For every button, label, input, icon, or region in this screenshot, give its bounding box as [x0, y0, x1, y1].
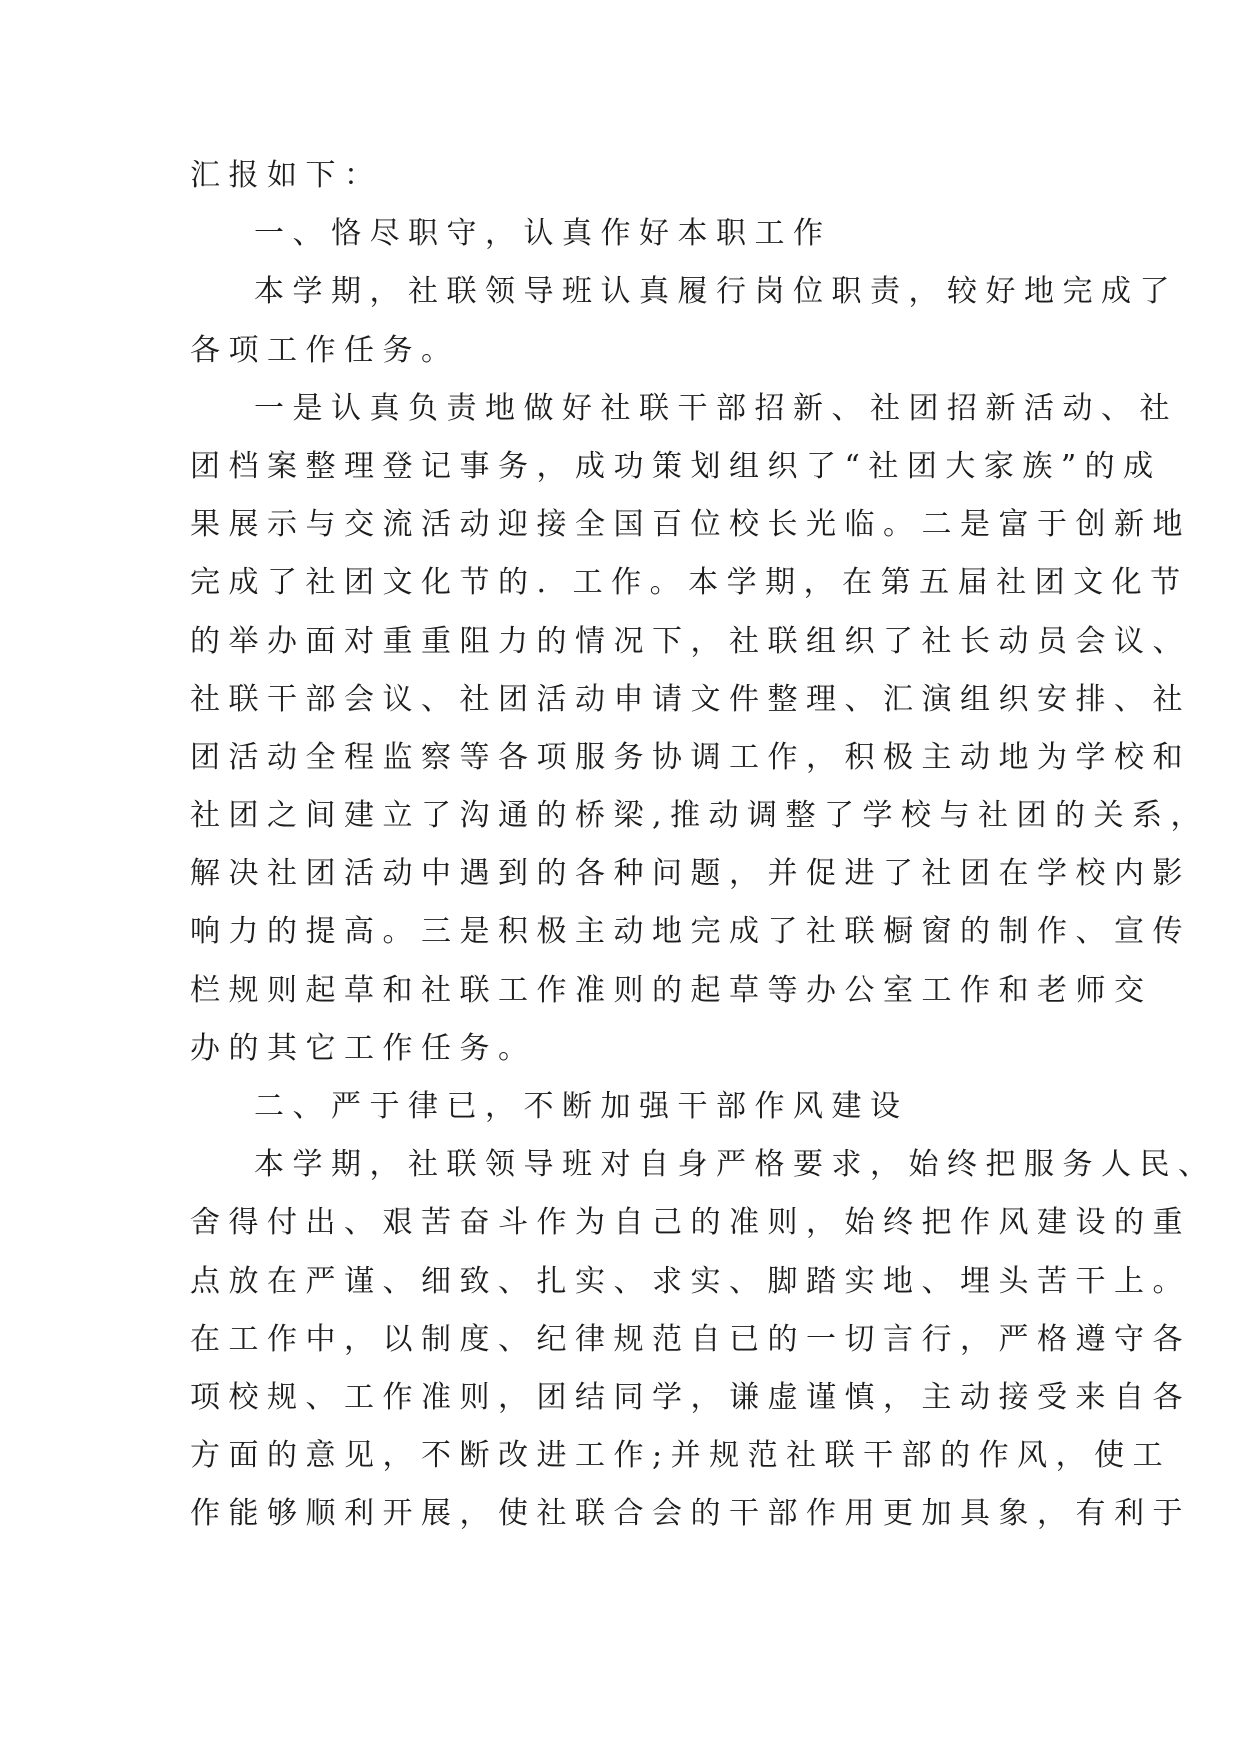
section-heading: 一、恪尽职守，认真作好本职工作 — [254, 216, 832, 252]
text-line: 汇报如下： — [190, 158, 383, 193]
text-line: 团活动全程监察等各项服务协调工作，积极主动地为学校和 — [190, 739, 1191, 775]
text-line: 作能够顺利开展，使社联合会的干部作用更加具象，有利于 — [190, 1496, 1191, 1532]
text-line: 的举办面对重重阻力的情况下，社联组织了社长动员会议、 — [190, 623, 1191, 659]
text-line: 一是认真负责地做好社联干部招新、社团招新活动、社 — [254, 390, 1178, 426]
text-line: 办的其它工作任务。 — [190, 1030, 537, 1066]
text-line: 项校规、工作准则，团结同学，谦虚谨慎，主动接受来自各 — [190, 1379, 1191, 1415]
section-heading: 二、严于律已，不断加强干部作风建设 — [254, 1089, 909, 1124]
document-body — [190, 147, 1217, 1544]
text-line: 在工作中，以制度、纪律规范自已的一切言行，严格遵守各 — [190, 1321, 1191, 1357]
text-line: 解决社团活动中遇到的各种问题，并促进了社团在学校内影 — [190, 856, 1191, 892]
text-line: 本学期，社联领导班认真履行岗位职责，较好地完成了 — [254, 274, 1178, 310]
text-line: 点放在严谨、细致、扎实、求实、脚踏实地、埋头苦干上。 — [190, 1263, 1191, 1299]
text-line: 社团之间建立了沟通的桥梁,推动调整了学校与社团的关系， — [190, 798, 1210, 834]
text-line: 响力的提高。三是积极主动地完成了社联橱窗的制作、宣传 — [190, 914, 1191, 950]
text-line: 团档案整理登记事务，成功策划组织了“社团大家族”的成 — [190, 448, 1162, 484]
text-line: 方面的意见，不断改进工作;并规范社联干部的作风，使工 — [190, 1438, 1172, 1474]
text-line: 完成了社团文化节的. 工作。本学期，在第五届社团文化节 — [190, 565, 1189, 601]
text-line: 各项工作任务。 — [190, 332, 460, 368]
text-line: 社联干部会议、社团活动申请文件整理、汇演组织安排、社 — [190, 681, 1191, 717]
text-line: 果展示与交流活动迎接全国百位校长光临。二是富于创新地 — [190, 507, 1191, 543]
text-line: 本学期，社联领导班对自身严格要求，始终把服务人民、 — [254, 1147, 1217, 1183]
text-line: 栏规则起草和社联工作准则的起草等办公室工作和老师交 — [190, 972, 1153, 1008]
text-line: 舍得付出、艰苦奋斗作为自己的准则，始终把作风建设的重 — [190, 1205, 1191, 1241]
